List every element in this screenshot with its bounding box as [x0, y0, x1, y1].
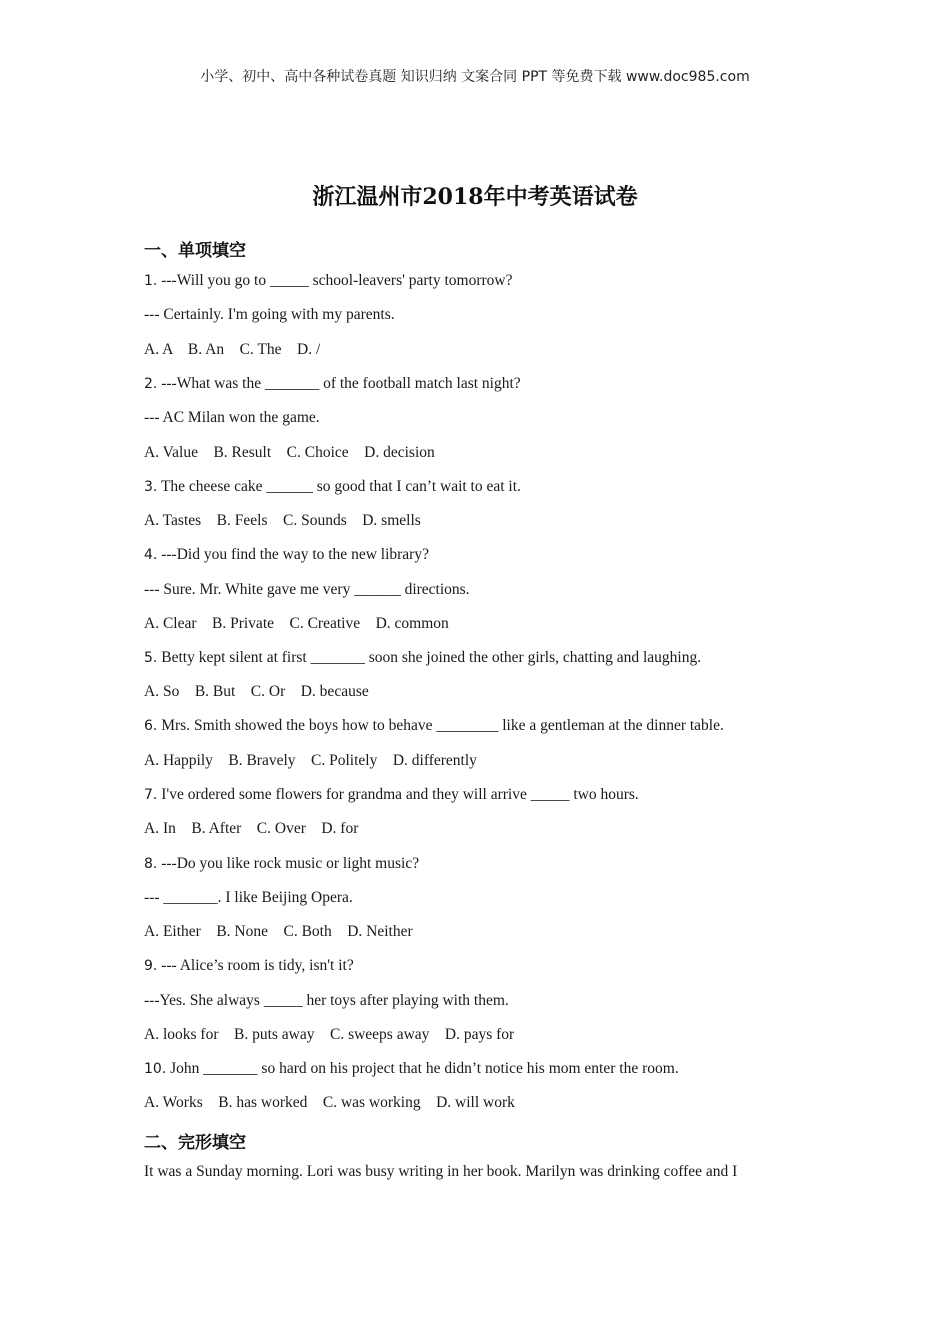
- question-number: 9.: [144, 958, 158, 974]
- answer-line: --- AC Milan won the game.: [144, 409, 320, 426]
- question-line: [144, 717, 724, 735]
- options-line: A. Either B. None C. Both D. Neither: [144, 923, 413, 940]
- question-line: [144, 375, 521, 393]
- question-text: ---Do you like rock music or light music?: [157, 855, 420, 872]
- answer-line: ---Yes. She always _____ her toys after playing with them.: [144, 992, 509, 1009]
- question-line: [144, 957, 354, 975]
- options-line: A. A B. An C. The D. /: [144, 341, 321, 358]
- question-number: 4.: [144, 547, 158, 563]
- passage-text: It was a Sunday morning. Lori was busy writing in her book. Marilyn was drinking coffee and I: [144, 1163, 738, 1180]
- question-line: [144, 786, 639, 804]
- question-number: 8.: [144, 856, 158, 872]
- options-line: A. Tastes B. Feels C. Sounds D. smells: [144, 512, 421, 529]
- question-number: 3.: [144, 479, 158, 495]
- question-text: ---Did you find the way to the new library?: [157, 546, 429, 563]
- question-text: I've ordered some flowers for grandma and they will arrive _____ two hours.: [157, 786, 639, 803]
- question-line: [144, 546, 429, 564]
- options-line: A. Works B. has worked C. was working D. will work: [144, 1094, 515, 1111]
- question-text: Betty kept silent at first _______ soon she joined the other girls, chatting and laughing.: [157, 649, 702, 666]
- answer-line: --- Certainly. I'm going with my parents.: [144, 306, 395, 323]
- question-text: ---What was the _______ of the football match last night?: [157, 375, 521, 392]
- page-title: 浙江温州市2018年中考英语试卷: [312, 184, 638, 210]
- question-number: 1.: [144, 273, 158, 289]
- question-number: 2.: [144, 376, 158, 392]
- question-text: John _______ so hard on his project that he didn’t notice his mom enter the room.: [166, 1060, 679, 1077]
- question-number: 7.: [144, 787, 158, 803]
- question-text: --- Alice’s room is tidy, isn't it?: [157, 957, 354, 974]
- section-heading-cloze: 二、完形填空: [144, 1133, 246, 1153]
- page-header: 小学、初中、高中各种试卷真题 知识归纳 文案合同 PPT 等免费下载 www.doc985.com: [200, 69, 750, 85]
- question-text: Mrs. Smith showed the boys how to behave ________ like a gentleman at the dinner table.: [157, 717, 724, 734]
- question-line: [144, 855, 419, 873]
- question-line: [144, 272, 513, 290]
- question-text: ---Will you go to _____ school-leavers' party tomorrow?: [157, 272, 513, 289]
- question-number: 10.: [144, 1061, 167, 1077]
- question-number: 6.: [144, 718, 158, 734]
- question-line: [144, 1060, 679, 1078]
- section-heading-single-choice: 一、单项填空: [144, 241, 246, 261]
- options-line: A. Value B. Result C. Choice D. decision: [144, 444, 435, 461]
- question-text: The cheese cake ______ so good that I can’t wait to eat it.: [157, 478, 521, 495]
- answer-line: --- Sure. Mr. White gave me very ______ directions.: [144, 581, 470, 598]
- options-line: A. Clear B. Private C. Creative D. common: [144, 615, 449, 632]
- question-number: 5.: [144, 650, 158, 666]
- answer-line: --- _______. I like Beijing Opera.: [144, 889, 353, 906]
- options-line: A. looks for B. puts away C. sweeps away D. pays for: [144, 1026, 515, 1043]
- options-line: A. Happily B. Bravely C. Politely D. differently: [144, 752, 477, 769]
- question-line: [144, 478, 521, 496]
- question-line: [144, 649, 701, 667]
- options-line: A. So B. But C. Or D. because: [144, 683, 369, 700]
- options-line: A. In B. After C. Over D. for: [144, 820, 359, 837]
